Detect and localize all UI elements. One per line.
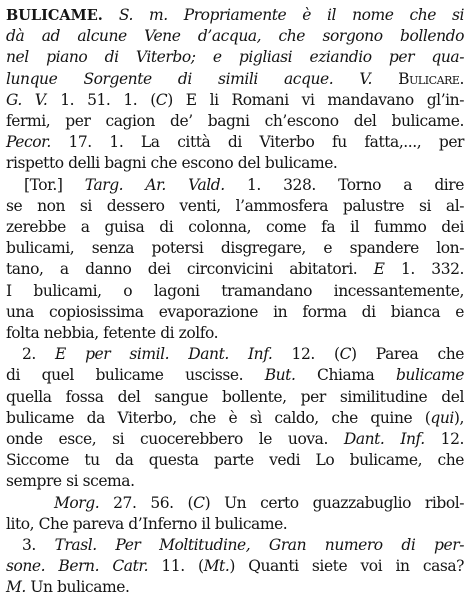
text-segment: bulicame da Viterbo, che è sì caldo, che quine ( <box>6 408 431 427</box>
text-line <box>6 301 464 324</box>
text-segment: folta nebbia, fetente di zolfo. <box>6 324 219 342</box>
text-segment: ) Un certo guazzabuglio ribol- <box>204 493 465 512</box>
text-segment: C <box>155 90 168 109</box>
text-line <box>6 258 464 281</box>
text-line <box>6 152 464 175</box>
text-segment: lunque Sorgente di simili acque. V. <box>6 69 372 88</box>
text-segment: Targ. Ar. Vald. <box>84 175 225 194</box>
text-segment: bulicami, senza potersi disgregare, e spandere lon- <box>6 239 464 258</box>
text-segment: I bulicami, o lagoni tramandano incessantemente, <box>6 281 464 300</box>
text-line <box>6 449 464 472</box>
text-segment: Siccome tu da questa parte vedi Lo bulicame, che <box>6 451 464 470</box>
text-segment: 2. <box>22 345 36 364</box>
text-segment: Mt. <box>203 557 230 576</box>
text-segment: 1. 328. Torno a dire <box>224 175 464 194</box>
text-line <box>22 343 464 366</box>
text-segment: sone. Bern. Catr. <box>6 557 149 576</box>
text-line <box>6 280 464 303</box>
text-segment: E <box>357 260 385 279</box>
text-segment: qui <box>430 408 454 427</box>
text-segment: Morg. <box>54 493 100 512</box>
text-line <box>6 364 464 387</box>
text-line <box>6 237 464 260</box>
text-line <box>54 492 464 515</box>
text-line <box>6 470 464 493</box>
text-segment: S. m. Propriamente è il nome che si <box>102 6 464 24</box>
text-segment: 11. ( <box>148 557 204 576</box>
text-segment: tano, a danno dei circonvicini abitatori. <box>6 260 358 279</box>
text-line <box>6 4 464 27</box>
text-line <box>6 555 464 578</box>
text-line <box>22 534 464 557</box>
text-segment: lito, Che pareva d’Inferno il bulicame. <box>6 514 288 533</box>
text-segment: bulicame <box>374 366 464 385</box>
text-segment: Bulicare. <box>371 69 464 88</box>
text-segment: rispetto delli bagni che escono del bulicame. <box>6 154 338 173</box>
text-line <box>6 407 464 430</box>
text-line <box>6 89 464 112</box>
text-segment: Un bulicame. <box>25 578 130 597</box>
text-segment: fermi, per cagion de’ bagni ch’escono del bulicame. <box>6 112 464 130</box>
text-segment: 1. 51. 1. ( <box>47 90 156 109</box>
text-segment: But. <box>243 366 296 385</box>
text-line <box>6 386 464 409</box>
text-segment: una copiosissima evaporazione in forma di bianca e <box>6 302 464 321</box>
text-segment: Chiama <box>295 366 375 385</box>
text-segment: 3. <box>22 536 36 554</box>
text-line <box>6 513 464 536</box>
text-segment: ) Quanti siete voi in casa? <box>229 557 465 576</box>
text-line <box>24 174 464 197</box>
text-segment: C <box>193 493 205 512</box>
text-segment: E per simil. Dant. Inf. <box>35 345 273 364</box>
text-segment: sempre si scema. <box>6 472 135 491</box>
text-segment: 12. <box>424 430 464 448</box>
text-segment: 27. 56. ( <box>99 493 194 512</box>
text-segment: dà ad alcune Vene d’acqua, che sorgono bollendo <box>6 27 464 46</box>
text-segment: onde esce, si cuocerebbero le uova. <box>6 430 328 448</box>
text-line <box>6 110 464 133</box>
text-line <box>6 68 464 91</box>
text-segment: zerebbe a guisa di colonna, come fa il fummo dei <box>6 218 464 236</box>
text-segment: se non si dessero venti, l’ammosfera palustre si al- <box>6 196 464 215</box>
text-segment: C <box>339 345 352 364</box>
text-segment: G. V. <box>6 90 48 109</box>
text-line <box>6 576 464 599</box>
text-segment: [Tor.] <box>24 175 85 194</box>
text-segment: ), <box>453 408 464 427</box>
text-segment: 12. ( <box>272 345 340 364</box>
text-line <box>6 216 464 239</box>
text-segment: quella fossa del sangue bollente, per similitudine del <box>6 387 464 406</box>
text-line <box>6 46 464 69</box>
text-line <box>6 195 464 218</box>
text-segment: di quel bulicame uscisse. <box>6 366 244 385</box>
text-segment: Trasl. Per Moltitudine, Gran numero di per- <box>35 536 464 554</box>
text-line <box>6 25 464 48</box>
text-segment: 17. 1. La città di Viterbo fu fatta,..., per <box>50 133 464 152</box>
text-segment: M. <box>6 578 26 597</box>
text-segment: Dant. Inf. <box>327 430 425 448</box>
text-line <box>6 131 464 154</box>
text-line <box>6 428 464 451</box>
text-segment: nel piano di Viterbo; e pigliasi eziandio per qua- <box>6 48 464 67</box>
text-segment: ) E li Romani vi mandavano gl’in- <box>167 90 464 109</box>
text-segment: 1. 332. <box>384 260 464 279</box>
text-line <box>6 322 464 345</box>
headword: BULICAME. <box>6 7 103 24</box>
text-segment: Pecor. <box>6 133 51 152</box>
text-segment: ) Parea che <box>351 345 464 364</box>
